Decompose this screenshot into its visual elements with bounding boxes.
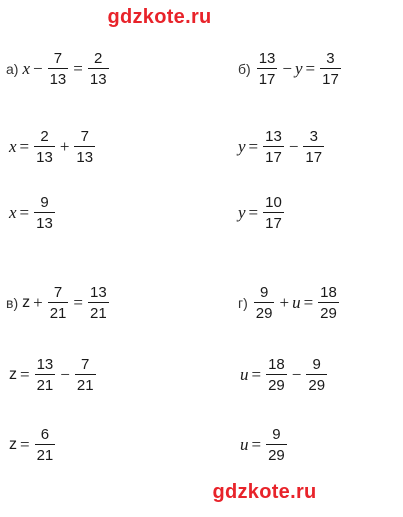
- fraction: [48, 51, 69, 87]
- variable: y: [294, 59, 303, 78]
- variable: x: [9, 203, 17, 222]
- operator: =: [248, 137, 259, 156]
- fraction: [266, 427, 287, 463]
- numerator: 10: [265, 194, 282, 211]
- denominator: 29: [320, 305, 337, 322]
- numerator: 9: [40, 194, 49, 211]
- variable: z: [9, 436, 17, 453]
- operator: =: [73, 293, 83, 312]
- denominator: 29: [268, 377, 285, 394]
- fraction: [306, 357, 327, 393]
- operator: =: [248, 203, 259, 222]
- watermark-bottom: gdzkote.ru: [212, 481, 317, 503]
- numerator: 2: [94, 50, 103, 67]
- problem-c-step-2: [9, 352, 98, 398]
- variable: y: [238, 137, 246, 156]
- operator: −: [60, 365, 70, 384]
- numerator: 13: [36, 356, 54, 373]
- fraction: [88, 285, 109, 321]
- operator: +: [279, 293, 290, 312]
- fraction: [263, 195, 284, 231]
- operator: −: [33, 59, 43, 78]
- numerator: 9: [259, 284, 269, 301]
- problem-c-label: в): [6, 295, 19, 311]
- denominator: 13: [36, 149, 53, 166]
- fraction: [303, 129, 324, 165]
- variable: z: [9, 366, 17, 383]
- operator: =: [73, 59, 83, 78]
- operator: =: [251, 365, 262, 384]
- problem-c-equation: [6, 280, 111, 326]
- denominator: 13: [49, 71, 67, 88]
- problem-a-answer: [9, 190, 57, 236]
- operator: +: [59, 137, 70, 156]
- numerator: 7: [81, 356, 90, 373]
- denominator: 29: [308, 377, 326, 394]
- fraction: [257, 51, 278, 87]
- fraction: [263, 129, 284, 165]
- numerator: 13: [89, 284, 107, 301]
- problem-b-step-2: [238, 124, 326, 170]
- fraction: [88, 51, 109, 87]
- operator: =: [20, 435, 30, 454]
- operator: =: [20, 365, 30, 384]
- operator: =: [303, 293, 314, 312]
- fraction: [254, 285, 275, 321]
- problem-b-equation: [238, 46, 343, 92]
- numerator: 7: [53, 284, 63, 301]
- denominator: 17: [305, 149, 323, 166]
- variable: y: [238, 203, 246, 222]
- problem-b-label: б): [238, 61, 251, 77]
- denominator: 21: [36, 377, 54, 394]
- fraction: [34, 195, 55, 231]
- numerator: 6: [40, 426, 50, 443]
- variable: u: [240, 435, 249, 454]
- denominator: 21: [89, 305, 107, 322]
- variable: u: [292, 293, 301, 312]
- problem-b-answer: [238, 190, 286, 236]
- variable: x: [9, 137, 17, 156]
- problem-a-step-2: [9, 124, 97, 170]
- denominator: 17: [265, 149, 282, 166]
- variable: u: [240, 365, 249, 384]
- numerator: 13: [265, 128, 282, 145]
- fraction: [35, 357, 56, 393]
- operator: +: [33, 293, 43, 312]
- variable: z: [22, 294, 31, 311]
- operator: =: [251, 435, 262, 454]
- fraction: [74, 129, 95, 165]
- numerator: 7: [53, 50, 63, 67]
- numerator: 9: [312, 356, 321, 373]
- problem-d-label: г): [238, 295, 248, 311]
- denominator: 21: [76, 377, 94, 394]
- denominator: 17: [322, 71, 339, 88]
- operator: =: [19, 137, 30, 156]
- denominator: 17: [265, 215, 282, 232]
- problem-c-answer: [9, 422, 57, 468]
- operator: −: [288, 137, 299, 156]
- numerator: 7: [80, 128, 89, 145]
- problem-d-equation: [238, 280, 341, 326]
- denominator: 13: [36, 215, 53, 232]
- denominator: 21: [49, 305, 67, 322]
- fraction: [320, 51, 341, 87]
- fraction: [48, 285, 69, 321]
- problem-a-label: а): [6, 61, 19, 77]
- operator: −: [282, 59, 292, 78]
- denominator: 17: [258, 71, 276, 88]
- fraction: [35, 427, 56, 463]
- operator: −: [291, 365, 302, 384]
- denominator: 13: [76, 149, 94, 166]
- problem-d-step-2: [240, 352, 329, 398]
- numerator: 18: [268, 356, 285, 373]
- denominator: 29: [255, 305, 273, 322]
- problem-a-equation: [6, 46, 111, 92]
- operator: =: [305, 59, 316, 78]
- numerator: 18: [320, 284, 337, 301]
- numerator: 9: [272, 426, 281, 443]
- denominator: 29: [268, 447, 285, 464]
- operator: =: [19, 203, 30, 222]
- numerator: 3: [326, 50, 335, 67]
- denominator: 21: [36, 447, 54, 464]
- numerator: 2: [40, 128, 49, 145]
- numerator: 3: [309, 128, 318, 145]
- watermark-top: gdzkote.ru: [107, 6, 212, 28]
- variable: x: [22, 59, 30, 78]
- fraction: [266, 357, 287, 393]
- problem-d-answer: [240, 422, 289, 468]
- numerator: 13: [258, 50, 276, 67]
- fraction: [34, 129, 55, 165]
- denominator: 13: [89, 71, 107, 88]
- fraction: [75, 357, 96, 393]
- fraction: [318, 285, 339, 321]
